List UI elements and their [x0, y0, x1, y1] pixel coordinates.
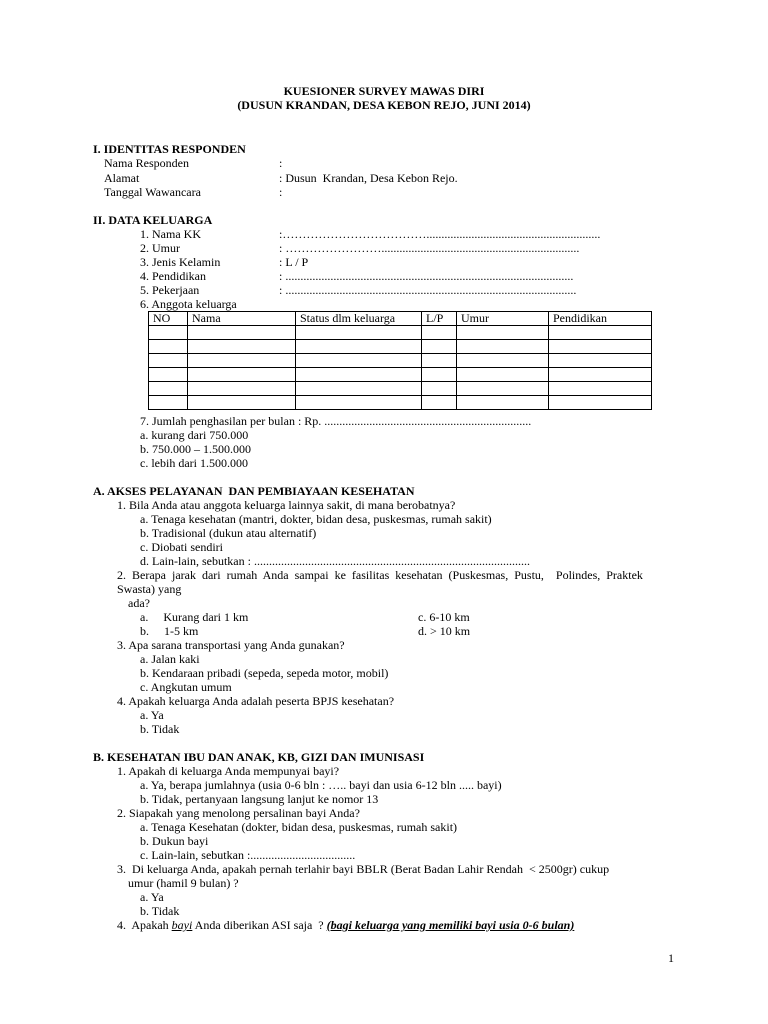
- penghasilan-option-c: c. lebih dari 1.500.000: [140, 456, 248, 470]
- table-cell[interactable]: [149, 396, 188, 410]
- table-header-cell: Umur: [457, 312, 549, 326]
- table-cell[interactable]: [549, 340, 652, 354]
- a-q1: 1. Bila Anda atau anggota keluarga lainnya sakit, di mana berobatnya?: [117, 498, 456, 512]
- a-q1-option-a: a. Tenaga kesehatan (mantri, dokter, bidan desa, puskesmas, rumah sakit): [140, 512, 492, 526]
- table-cell[interactable]: [296, 354, 422, 368]
- pekerjaan-value: : .................................................................................................: [279, 283, 577, 297]
- b-q4-pre: 4. Apakah: [117, 918, 172, 932]
- table-header-cell: Nama: [188, 312, 296, 326]
- table-cell[interactable]: [422, 354, 457, 368]
- table-cell[interactable]: [549, 396, 652, 410]
- b-q4-note: (bagi keluarga yang memiliki bayi usia 0-6 bulan): [326, 918, 575, 932]
- a-q1-option-c: c. Diobati sendiri: [140, 540, 223, 554]
- table-cell[interactable]: [457, 326, 549, 340]
- jenis-kelamin-value: : L / P: [279, 255, 309, 269]
- b-q3-line-2: umur (hamil 9 bulan) ?: [128, 876, 239, 890]
- anggota-keluarga-table: [148, 311, 652, 410]
- table-cell[interactable]: [149, 382, 188, 396]
- table-cell[interactable]: [296, 326, 422, 340]
- b-q4: [117, 918, 574, 932]
- table-header-cell: NO: [149, 312, 188, 326]
- b-q2: 2. Siapakah yang menolong persalinan bayi Anda?: [117, 806, 360, 820]
- b-q2-option-b: b. Dukun bayi: [140, 834, 209, 848]
- table-cell[interactable]: [149, 354, 188, 368]
- table-cell[interactable]: [188, 396, 296, 410]
- table-cell[interactable]: [457, 354, 549, 368]
- title-line-2: (DUSUN KRANDAN, DESA KEBON REJO, JUNI 2014): [237, 98, 531, 112]
- umur-label: 2. Umur: [140, 241, 180, 255]
- table-cell[interactable]: [422, 382, 457, 396]
- table-cell[interactable]: [549, 368, 652, 382]
- a-q2-line-1: 2. Berapa jarak dari rumah Anda sampai ke fasilitas kesehatan (Puskesmas, Pustu, Polindes, Praktek: [117, 568, 643, 582]
- a-q3-option-c: c. Angkutan umum: [140, 680, 232, 694]
- section-identitas-heading: I. IDENTITAS RESPONDEN: [93, 142, 246, 156]
- alamat-label: Alamat: [104, 171, 140, 185]
- table-cell[interactable]: [457, 382, 549, 396]
- page-number: 1: [668, 951, 674, 965]
- penghasilan-option-b: b. 750.000 – 1.500.000: [140, 442, 251, 456]
- a-q2-option-d: d. > 10 km: [418, 624, 471, 638]
- table-cell[interactable]: [296, 382, 422, 396]
- table-header-row: [149, 312, 652, 326]
- a-q2-option-c: c. 6-10 km: [418, 610, 470, 624]
- table-cell[interactable]: [549, 326, 652, 340]
- table-cell[interactable]: [422, 326, 457, 340]
- table-row: [149, 368, 652, 382]
- b-q1-option-b: b. Tidak, pertanyaan langsung lanjut ke nomor 13: [140, 792, 379, 806]
- b-q4-mid: Anda diberikan ASI saja ?: [192, 918, 327, 932]
- a-q2-line-3: ada?: [128, 596, 150, 610]
- table-cell[interactable]: [149, 340, 188, 354]
- b-q1-option-a: a. Ya, berapa jumlahnya (usia 0-6 bln : ….. bayi dan usia 6-12 bln ..... bayi): [140, 778, 502, 792]
- table-cell[interactable]: [188, 326, 296, 340]
- a-q1-option-b: b. Tradisional (dukun atau alternatif): [140, 526, 317, 540]
- table-cell[interactable]: [188, 382, 296, 396]
- b-q4-bayi-word: bayi: [171, 918, 193, 932]
- table-cell[interactable]: [457, 340, 549, 354]
- table-cell[interactable]: [296, 368, 422, 382]
- table-row: [149, 340, 652, 354]
- a-q4: 4. Apakah keluarga Anda adalah peserta BPJS kesehatan?: [117, 694, 395, 708]
- table-row: [149, 326, 652, 340]
- a-q2-option-a: a. Kurang dari 1 km: [140, 610, 249, 624]
- a-q1-option-d: d. Lain-lain, sebutkan : ............................................................................................: [140, 554, 530, 568]
- a-q4-option-b: b. Tidak: [140, 722, 180, 736]
- table-cell[interactable]: [296, 396, 422, 410]
- table-header-cell: Status dlm keluarga: [296, 312, 422, 326]
- section-data-keluarga-heading: II. DATA KELUARGA: [93, 213, 213, 227]
- b-q1: 1. Apakah di keluarga Anda mempunyai bayi?: [117, 764, 340, 778]
- table-cell[interactable]: [422, 368, 457, 382]
- alamat-value: : Dusun Krandan, Desa Kebon Rejo.: [279, 171, 458, 185]
- umur-value: : ……………………..................................................................: [279, 241, 580, 255]
- nama-kk-label: 1. Nama KK: [140, 227, 201, 241]
- table-cell[interactable]: [188, 354, 296, 368]
- b-q2-option-a: a. Tenaga Kesehatan (dokter, bidan desa, puskesmas, rumah sakit): [140, 820, 458, 834]
- nama-responden-label: Nama Responden: [104, 156, 189, 170]
- table-cell[interactable]: [149, 368, 188, 382]
- b-q3-option-b: b. Tidak: [140, 904, 180, 918]
- table-cell[interactable]: [457, 396, 549, 410]
- a-q2-option-b: b. 1-5 km: [140, 624, 199, 638]
- a-q4-option-a: a. Ya: [140, 708, 164, 722]
- table-row: [149, 354, 652, 368]
- table-header-cell: L/P: [422, 312, 457, 326]
- table-cell[interactable]: [296, 340, 422, 354]
- section-a-heading: A. AKSES PELAYANAN DAN PEMBIAYAAN KESEHATAN: [93, 484, 415, 498]
- a-q3: 3. Apa sarana transportasi yang Anda gunakan?: [117, 638, 345, 652]
- b-q3-line-1: 3. Di keluarga Anda, apakah pernah terlahir bayi BBLR (Berat Badan Lahir Rendah < 2500gr) cukup: [117, 862, 610, 876]
- table-cell[interactable]: [422, 340, 457, 354]
- table-cell[interactable]: [188, 340, 296, 354]
- tanggal-wawancara-label: Tanggal Wawancara: [104, 185, 201, 199]
- tanggal-wawancara-value: :: [279, 185, 283, 199]
- a-q3-option-b: b. Kendaraan pribadi (sepeda, sepeda motor, mobil): [140, 666, 389, 680]
- table-cell[interactable]: [457, 368, 549, 382]
- penghasilan-question: 7. Jumlah penghasilan per bulan : Rp. .....................................................................: [140, 414, 532, 428]
- pendidikan-value: : ................................................................................................: [279, 269, 574, 283]
- b-q3-option-a: a. Ya: [140, 890, 164, 904]
- table-row: [149, 382, 652, 396]
- nama-responden-value: :: [279, 156, 283, 170]
- pendidikan-label: 4. Pendidikan: [140, 269, 206, 283]
- table-row: [149, 396, 652, 410]
- pekerjaan-label: 5. Pekerjaan: [140, 283, 200, 297]
- table-cell[interactable]: [188, 368, 296, 382]
- a-q2-line-2: Swasta) yang: [117, 582, 182, 596]
- b-q2-option-c: c. Lain-lain, sebutkan :...................................: [140, 848, 356, 862]
- anggota-keluarga-label: 6. Anggota keluarga: [140, 297, 237, 311]
- jenis-kelamin-label: 3. Jenis Kelamin: [140, 255, 221, 269]
- table-cell[interactable]: [422, 396, 457, 410]
- table-header-cell: Pendidikan: [549, 312, 652, 326]
- title-line-1: KUESIONER SURVEY MAWAS DIRI: [283, 84, 485, 98]
- penghasilan-option-a: a. kurang dari 750.000: [140, 428, 249, 442]
- table-cell[interactable]: [549, 354, 652, 368]
- table-cell[interactable]: [549, 382, 652, 396]
- table-cell[interactable]: [149, 326, 188, 340]
- nama-kk-value: :………………………………..........................................................: [279, 227, 601, 241]
- a-q3-option-a: a. Jalan kaki: [140, 652, 200, 666]
- section-b-heading: B. KESEHATAN IBU DAN ANAK, KB, GIZI DAN IMUNISASI: [93, 750, 425, 764]
